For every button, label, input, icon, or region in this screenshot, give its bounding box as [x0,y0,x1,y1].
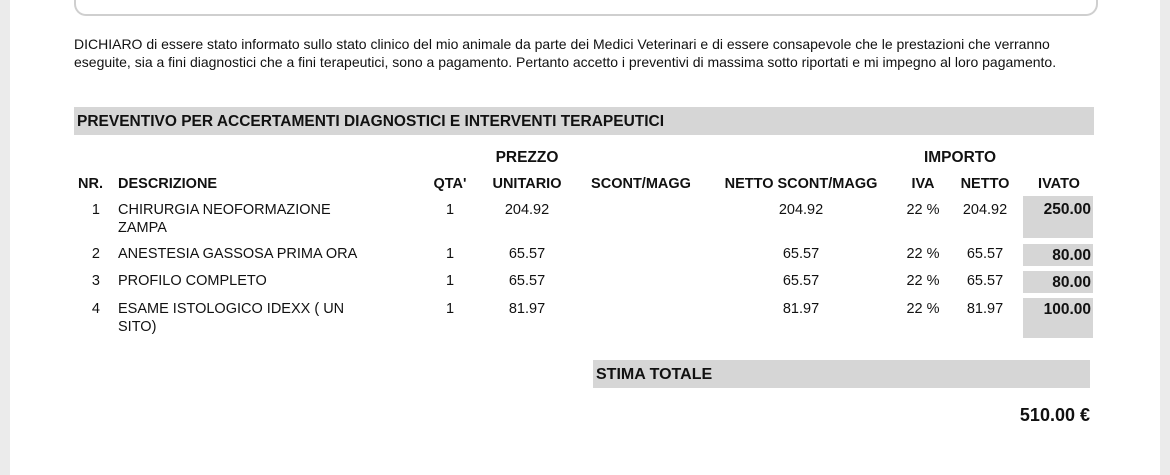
row-descrizione-cont: ZAMPA [118,220,167,236]
row-unitario: 65.57 [508,273,546,289]
row-qta: 1 [445,202,455,218]
row-nr: 4 [91,301,100,317]
row-ivato: 250.00 [1023,196,1093,238]
header-iva: IVA [911,176,935,192]
document-page [10,0,1160,475]
header-prezzo: PREZZO [495,149,559,166]
row-descrizione: ESAME ISTOLOGICO IDEXX ( UN [118,301,345,317]
row-nr: 2 [91,246,100,262]
declaration-text: DICHIARO di essere stato informato sullo stato clinico del mio animale da parte dei Medici Veterinari e di essere consapevole che le prestazioni che verranno eseguite, sia a fini diagnostici che a fini terapeutici, sono a pagamento. Pertanto accetto i preventivi di massima sotto riportati e mi impegno al loro pagamento. [74,36,1057,70]
header-unitario: UNITARIO [492,176,562,192]
total-label: STIMA TOTALE [593,360,1090,388]
row-descrizione: CHIRURGIA NEOFORMAZIONE [118,202,331,218]
header-nr: NR. [78,176,103,192]
row-netto-scont-magg: 204.92 [778,202,824,218]
row-qta: 1 [445,301,455,317]
row-qta: 1 [445,273,455,289]
row-descrizione: PROFILO COMPLETO [118,273,267,289]
row-unitario: 204.92 [504,202,550,218]
header-importo: IMPORTO [923,149,997,166]
row-netto: 204.92 [962,202,1008,218]
row-ivato: 80.00 [1023,244,1093,266]
row-unitario: 81.97 [508,301,546,317]
row-unitario: 65.57 [508,246,546,262]
header-qta: QTA' [433,176,467,192]
header-ivato: IVATO [1038,176,1080,192]
section-title: PREVENTIVO PER ACCERTAMENTI DIAGNOSTICI E INTERVENTI TERAPEUTICI [74,107,1094,135]
row-descrizione-cont: SITO) [118,319,157,335]
row-iva: 22 % [906,246,940,262]
row-netto-scont-magg: 65.57 [782,246,820,262]
row-netto: 65.57 [966,273,1004,289]
row-iva: 22 % [906,301,940,317]
top-frame-box [74,0,1098,16]
row-netto: 65.57 [966,246,1004,262]
row-ivato: 80.00 [1023,271,1093,293]
header-scont-magg: SCONT/MAGG [591,176,691,192]
header-netto: NETTO [960,176,1010,192]
row-nr: 3 [91,273,100,289]
row-iva: 22 % [906,273,940,289]
row-descrizione: ANESTESIA GASSOSA PRIMA ORA [118,246,358,262]
row-qta: 1 [445,246,455,262]
header-netto-scont-magg: NETTO SCONT/MAGG [724,176,878,192]
row-netto: 81.97 [966,301,1004,317]
row-netto-scont-magg: 81.97 [782,301,820,317]
total-value: 510.00 € [1019,405,1090,425]
row-nr: 1 [91,202,100,218]
row-ivato: 100.00 [1023,298,1093,338]
header-descrizione: DESCRIZIONE [118,176,218,192]
row-iva: 22 % [906,202,940,218]
row-netto-scont-magg: 65.57 [782,273,820,289]
